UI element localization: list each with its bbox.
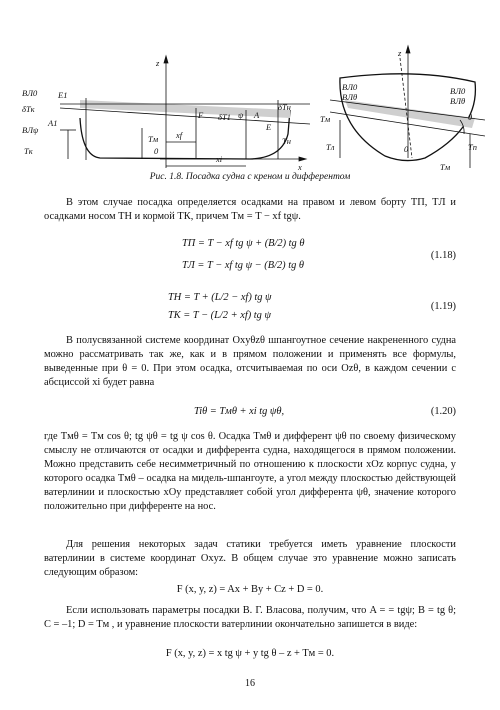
label-tk: Tк bbox=[24, 146, 33, 156]
label-psi: ψ bbox=[238, 110, 244, 120]
paragraph-4: Для решения некоторых задач статики требуется иметь уравнение плоскости ватерлинии в системе координат Oxyz. В общем случае это уравнение можно записать следующим образом: bbox=[44, 539, 456, 578]
equation-1-19 bbox=[44, 292, 456, 326]
label-xf: xf bbox=[176, 130, 183, 140]
page-number: 16 bbox=[245, 678, 255, 689]
label-tn: Tн bbox=[282, 136, 291, 146]
label-vlpsi: ВЛψ bbox=[22, 125, 39, 135]
label-a: A bbox=[254, 110, 260, 120]
figure-caption: Рис. 1.8. Посадка судна с креном и дифферентом bbox=[149, 172, 351, 182]
equation-1-18-number: (1.18) bbox=[430, 250, 456, 261]
equation-1-18-line-2: TЛ = T − xf tg ψ − (B/2) tg θ bbox=[182, 260, 304, 271]
paragraph-2: В полусвязанной системе координат Oxyθzθ шпангоутное сечение накрененного судна можно рассматривать так же, как и в прямом положении и применять все формулы, выведенные при θ = 0. При этом осадка, отсчитываемая по оси Ozθ, в каждом сечении с абсциссой xi будет равна bbox=[44, 335, 456, 388]
equation-1-18-line-1: TП = T − xf tg ψ + (B/2) tg θ bbox=[182, 238, 305, 249]
label-xi: xi bbox=[216, 154, 223, 164]
label-dtk: δTк bbox=[22, 104, 35, 114]
plane-equation-general: F (x, y, z) = Ax + By + Cz + D = 0. bbox=[176, 584, 324, 595]
label-vltheta-right-top: ВЛθ bbox=[342, 92, 358, 102]
label-vl0-right-top: ВЛ0 bbox=[342, 82, 358, 92]
label-z-left: z bbox=[156, 58, 160, 68]
paragraph-1: В этом случае посадка определяется осадками на правом и левом борту TП, TЛ и осадками носом TН и кормой TК, причем Tм = T − xf tgψ. bbox=[44, 197, 456, 222]
label-vltheta-right: ВЛθ bbox=[450, 96, 466, 106]
equation-1-18 bbox=[44, 236, 456, 276]
label-tp: Tп bbox=[468, 142, 477, 152]
equation-1-19-line-1: TН = T + (L/2 − xf) tg ψ bbox=[168, 292, 272, 303]
equation-1-20 bbox=[44, 406, 456, 424]
figure-1-8 bbox=[20, 38, 485, 173]
label-dt1: δT1 bbox=[218, 112, 231, 122]
label-vl0: ВЛ0 bbox=[22, 88, 38, 98]
equation-1-19-line-2: TК = T − (L/2 + xf) tg ψ bbox=[168, 310, 271, 321]
label-dtn: δTн bbox=[278, 102, 291, 112]
label-tm-bottom: Tм bbox=[440, 162, 451, 172]
figure-diagram bbox=[20, 38, 485, 173]
label-theta: θ bbox=[468, 112, 473, 122]
label-z-right: z bbox=[398, 48, 402, 58]
label-tm: Tм bbox=[148, 134, 159, 144]
left-diagram bbox=[60, 56, 310, 168]
equation-1-19-number: (1.19) bbox=[430, 301, 456, 312]
label-zero-left: 0 bbox=[154, 146, 159, 156]
label-f: F bbox=[198, 110, 204, 120]
label-tm-right: Tм bbox=[320, 114, 331, 124]
equation-1-20-number: (1.20) bbox=[430, 406, 456, 417]
label-tl: Tл bbox=[326, 142, 335, 152]
equation-1-20-body: Tiθ = Tмθ + xi tg ψθ, bbox=[194, 406, 285, 417]
paragraph-5: Если использовать параметры посадки В. Г. Власова, получим, что A = = tgψ; B = tg θ; C = –1; D = Tм , и уравнение плоскости ватерлинии окончательно запишется в виде: bbox=[44, 605, 456, 630]
label-e1: E1 bbox=[58, 90, 68, 100]
label-vl0-right: ВЛ0 bbox=[450, 86, 466, 96]
label-e: E bbox=[266, 122, 272, 132]
label-zero-right: 0 bbox=[404, 144, 409, 154]
paragraph-3: где Tмθ = Tм cos θ; tg ψθ = tg ψ cos θ. Осадка Tмθ и дифферент ψθ по своему физическому смыслу не отличаются от осадки и дифферента судна, находящегося в прямом положении. Можно представить себе несимметричный по отношению к плоскости xOz корпус судна, у которого осадка Tмθ – осадка на мидель-шпангоуте, а угол между плоскостью действующей ватерлинии и плоскостью xOy представляет собой угол дифферента ψθ, значение которого положительно при дифференте на нос. bbox=[44, 431, 456, 512]
label-x: x bbox=[298, 162, 302, 172]
label-a1: A1 bbox=[48, 118, 58, 128]
plane-equation-final: F (x, y, z) = x tg ψ + y tg θ – z + Tм = 0. bbox=[165, 648, 335, 659]
